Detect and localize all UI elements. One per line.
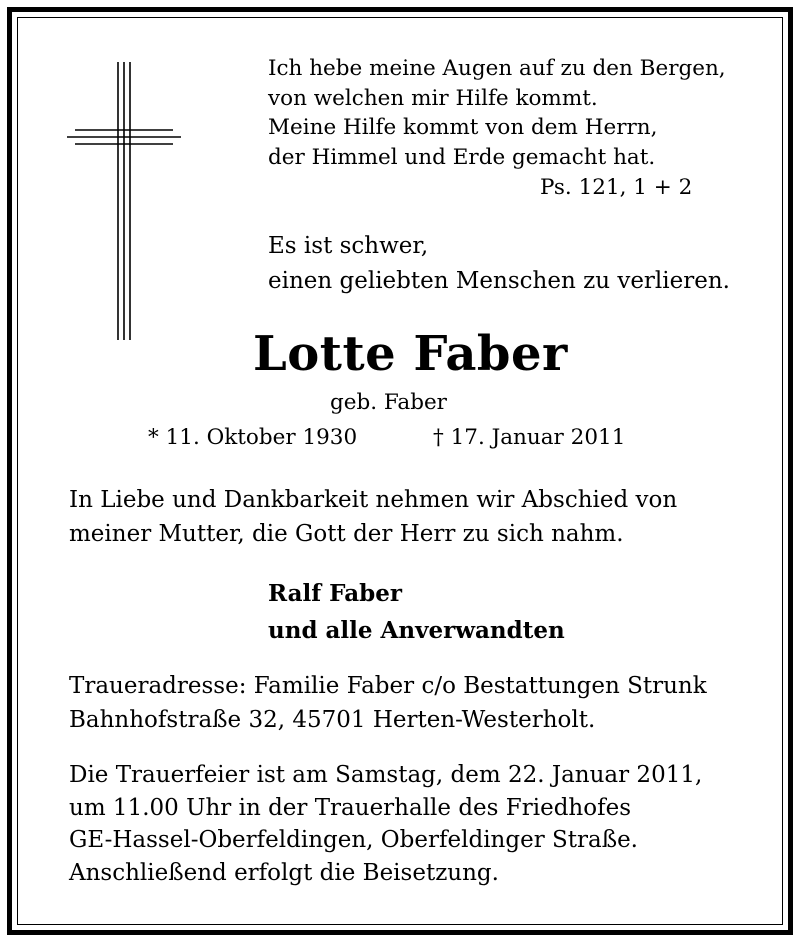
farewell-line: In Liebe und Dankbarkeit nehmen wir Abschied von xyxy=(69,487,678,513)
death-date: † 17. Januar 2011 xyxy=(433,425,626,450)
psalm-line: der Himmel und Erde gemacht hat. xyxy=(268,144,656,170)
life-dates xyxy=(148,424,626,452)
mourners xyxy=(268,575,565,649)
psalm-reference: Ps. 121, 1 + 2 xyxy=(540,175,693,200)
saying-line: einen geliebten Menschen zu verlieren. xyxy=(268,268,730,294)
address-line: Traueradresse: Familie Faber c/o Bestattungen Strunk xyxy=(69,673,707,699)
birth-name: geb. Faber xyxy=(330,390,447,415)
mourner-line: Ralf Faber xyxy=(268,580,402,607)
saying-line: Es ist schwer, xyxy=(268,233,429,259)
psalm-line: Meine Hilfe kommt von dem Herrn, xyxy=(268,115,658,140)
saying xyxy=(268,229,730,299)
service-line: um 11.00 Uhr in der Trauerhalle des Friedhofes xyxy=(69,794,632,821)
farewell-text xyxy=(69,483,677,551)
psalm-line: von welchen mir Hilfe kommt. xyxy=(268,85,598,111)
deceased-name: Lotte Faber xyxy=(253,326,568,382)
farewell-line: meiner Mutter, die Gott der Herr zu sich nahm. xyxy=(69,521,624,547)
service-line: Anschließend erfolgt die Beisetzung. xyxy=(69,859,499,886)
service-line: Die Trauerfeier ist am Samstag, dem 22. Januar 2011, xyxy=(69,762,703,788)
birth-date: * 11. Oktober 1930 xyxy=(148,425,358,450)
psalm-verse xyxy=(268,54,726,172)
funeral-service-info xyxy=(69,759,702,889)
mourner-line: und alle Anverwandten xyxy=(268,617,565,644)
mourning-address xyxy=(69,669,707,737)
address-line: Bahnhofstraße 32, 45701 Herten-Westerholt. xyxy=(69,707,596,733)
cross-icon xyxy=(67,62,181,340)
psalm-line: Ich hebe meine Augen auf zu den Bergen, xyxy=(268,56,726,81)
service-line: GE-Hassel-Oberfeldingen, Oberfeldinger Straße. xyxy=(69,827,638,853)
